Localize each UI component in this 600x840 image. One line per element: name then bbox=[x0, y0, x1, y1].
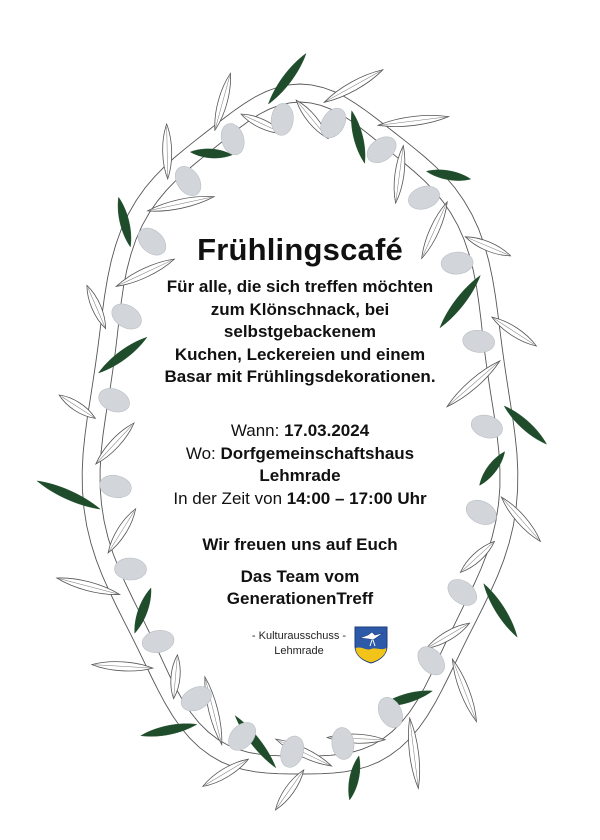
olive-leaf bbox=[347, 110, 369, 165]
intro-text bbox=[130, 276, 470, 389]
olive-leaf bbox=[345, 755, 363, 801]
leaf-vein bbox=[467, 238, 508, 255]
olive-berry bbox=[140, 628, 176, 656]
sender-line: Lehmrade bbox=[274, 645, 324, 657]
team-line: Das Team vom bbox=[240, 567, 360, 586]
leaf-vein bbox=[503, 499, 539, 540]
location-label: Wo: bbox=[185, 443, 216, 463]
olive-leaf bbox=[501, 403, 549, 448]
olive-leaf bbox=[476, 449, 508, 488]
leaf-vein bbox=[453, 661, 475, 719]
lehmrade-crest-icon bbox=[354, 626, 388, 664]
location-value: Dorfgemeinschaftshaus bbox=[220, 443, 415, 463]
date-row bbox=[130, 420, 470, 443]
sender-text bbox=[248, 629, 350, 659]
olive-berry bbox=[468, 411, 505, 441]
intro-line: zum Klönschnack, bei bbox=[210, 299, 390, 319]
olive-berry bbox=[405, 182, 442, 213]
sender-line: - Kulturausschuss - bbox=[251, 630, 347, 642]
closing-text: Wir freuen uns auf Euch bbox=[202, 535, 398, 554]
intro-line: Kuchen, Leckereien und einem bbox=[174, 344, 426, 364]
event-details bbox=[130, 420, 470, 510]
olive-berry bbox=[277, 733, 308, 770]
leaf-vein bbox=[88, 288, 105, 327]
team-line: GenerationenTreff bbox=[226, 589, 374, 608]
olive-berry bbox=[95, 384, 133, 416]
time-row bbox=[130, 488, 470, 511]
intro-line: Für alle, die sich treffen möchten bbox=[166, 277, 434, 296]
flyer-title: Frühlingscafé bbox=[197, 232, 403, 267]
olive-berry bbox=[330, 726, 355, 760]
leaf-vein bbox=[277, 772, 302, 808]
olive-berry bbox=[362, 131, 401, 168]
leaf-vein bbox=[429, 624, 468, 647]
location-value-2: Lehmrade bbox=[259, 466, 341, 485]
intro-line: selbstgebackenem bbox=[223, 322, 377, 341]
intro-line: Basar mit Frühlingsdekorationen. bbox=[164, 367, 436, 386]
leaf-vein bbox=[60, 579, 118, 594]
time-value: 14:00 – 17:00 Uhr bbox=[286, 488, 427, 508]
olive-berry bbox=[98, 472, 134, 500]
location-row-2 bbox=[130, 465, 470, 488]
location-row bbox=[130, 443, 470, 466]
date-label: Wann: bbox=[230, 421, 280, 440]
olive-leaf bbox=[35, 477, 102, 513]
olive-leaf bbox=[265, 51, 310, 107]
leaf-vein bbox=[326, 71, 380, 101]
team-signature bbox=[130, 566, 470, 610]
leaf-vein bbox=[494, 318, 534, 344]
date-value: 17.03.2024 bbox=[284, 421, 370, 440]
time-label: In der Zeit von bbox=[173, 488, 283, 508]
olive-leaf bbox=[480, 581, 521, 639]
